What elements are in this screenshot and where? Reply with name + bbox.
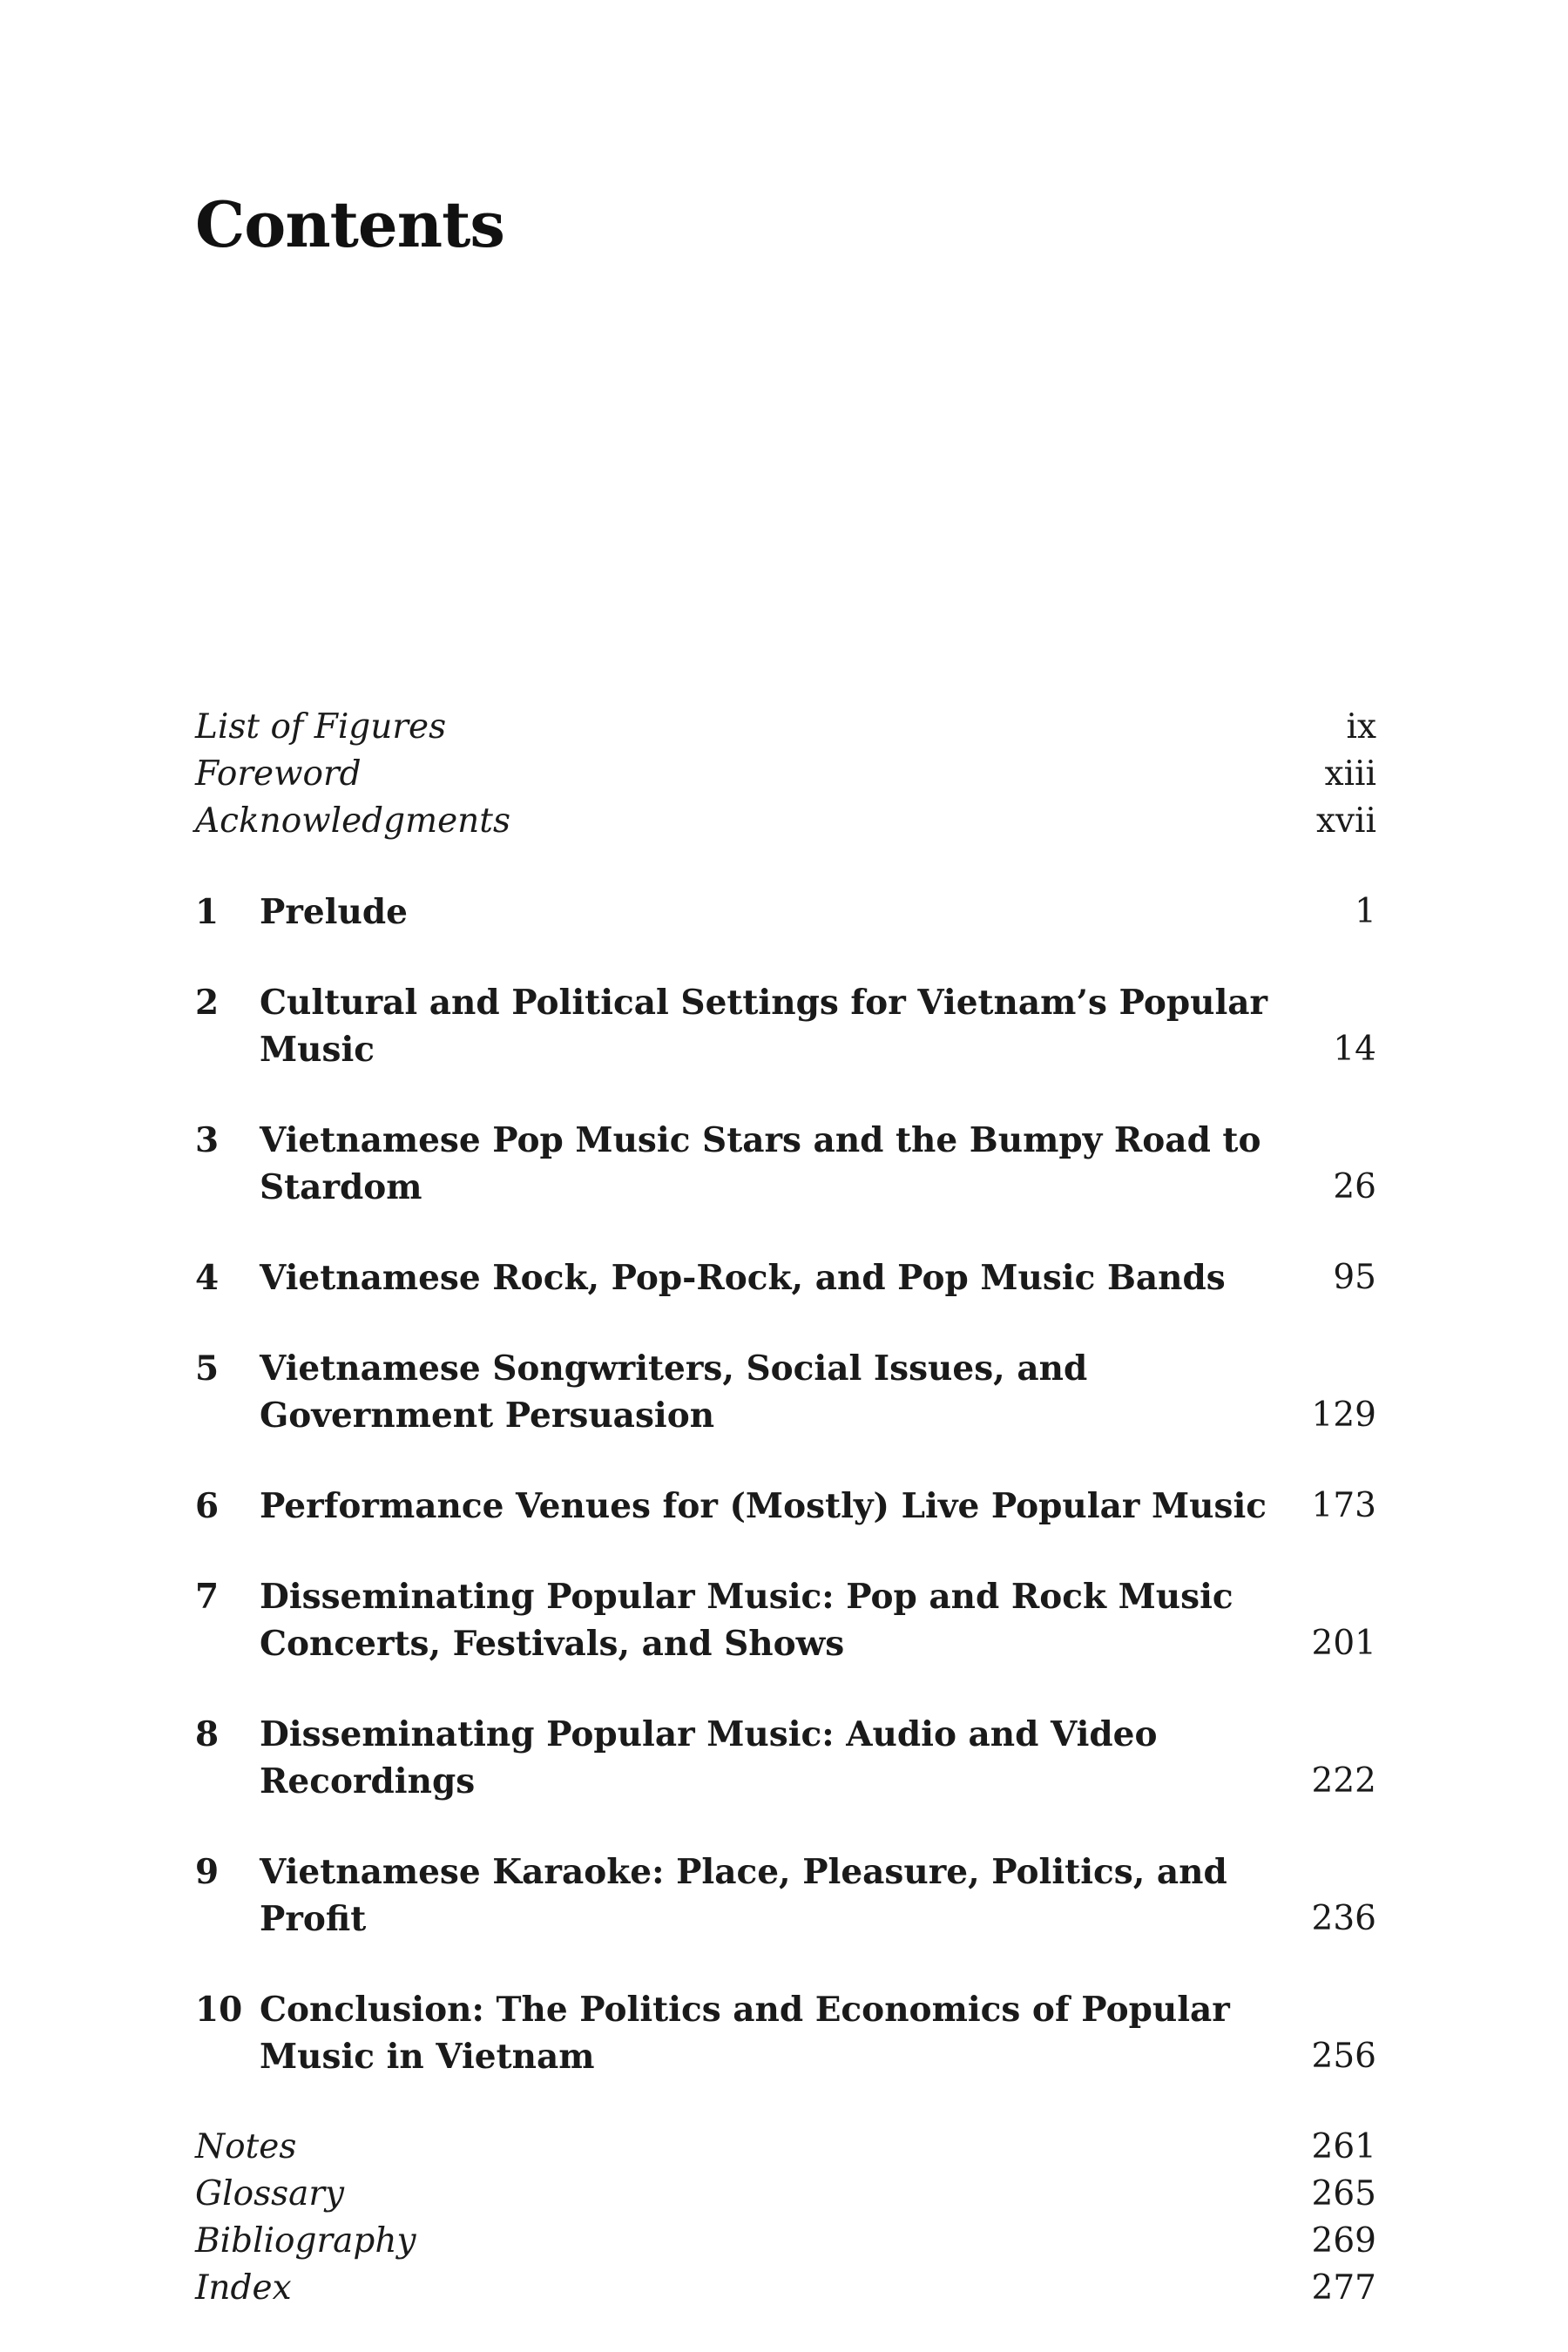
chapter-number: 6	[195, 1486, 220, 1526]
back-matter	[195, 2124, 1376, 2312]
chapter-number: 1	[195, 892, 220, 932]
toc-entry-page: 269	[1311, 2221, 1376, 2261]
chapter-number: 3	[195, 1120, 220, 1160]
chapter-title: Disseminating Popular Music: Pop and Rock Music Concerts, Festivals, and Shows	[260, 1577, 1233, 1664]
toc-chapter-3[interactable]	[195, 1117, 1376, 1211]
chapter-number: 8	[195, 1714, 220, 1754]
toc-entry-notes[interactable]	[195, 2124, 1376, 2171]
toc-entry-label: Bibliography	[195, 2221, 416, 2261]
chapter-page: 201	[1311, 1624, 1376, 1663]
chapter-title: Vietnamese Pop Music Stars and the Bumpy Road to Stardom	[260, 1120, 1261, 1207]
toc-entry-page: 265	[1311, 2174, 1376, 2213]
toc-chapter-5[interactable]	[195, 1345, 1376, 1439]
chapter-page: 256	[1311, 2037, 1376, 2076]
toc-entry-acknowledgments[interactable]	[195, 798, 1376, 845]
toc-entry-foreword[interactable]	[195, 751, 1376, 798]
chapter-title: Prelude	[260, 892, 408, 932]
toc-entry-label: Glossary	[195, 2174, 345, 2213]
toc-entry-page: 261	[1311, 2127, 1376, 2166]
chapter-number: 7	[195, 1577, 220, 1617]
chapter-title: Cultural and Political Settings for Vietnam’s Popular Music	[260, 983, 1268, 1070]
toc-entry-bibliography[interactable]	[195, 2218, 1376, 2265]
chapter-title: Conclusion: The Politics and Economics of Popular Music in Vietnam	[260, 1990, 1230, 2077]
table-of-contents	[195, 704, 1376, 2312]
chapter-page: 129	[1311, 1396, 1376, 1435]
toc-entry-label: Foreword	[195, 754, 362, 794]
front-matter	[195, 704, 1376, 845]
toc-chapter-7[interactable]	[195, 1573, 1376, 1667]
chapter-title: Vietnamese Songwriters, Social Issues, and Government Persuasion	[260, 1348, 1088, 1436]
toc-entry-page: 277	[1311, 2268, 1376, 2308]
toc-chapter-10[interactable]	[195, 1986, 1376, 2080]
chapter-page: 95	[1333, 1258, 1376, 1297]
chapter-page: 173	[1311, 1486, 1376, 1525]
toc-entry-label: Acknowledgments	[195, 801, 510, 841]
toc-chapter-2[interactable]	[195, 979, 1376, 1073]
chapter-number: 4	[195, 1258, 220, 1298]
toc-chapter-8[interactable]	[195, 1711, 1376, 1805]
chapter-page: 236	[1311, 1899, 1376, 1938]
toc-entry-label: Notes	[195, 2127, 297, 2166]
chapter-title: Vietnamese Karaoke: Place, Pleasure, Politics, and Profit	[260, 1852, 1227, 1939]
chapter-page: 26	[1333, 1167, 1376, 1206]
chapter-number: 2	[195, 983, 220, 1023]
toc-entry-page: xvii	[1316, 801, 1376, 841]
toc-entry-list-of-figures[interactable]	[195, 704, 1376, 751]
toc-entry-glossary[interactable]	[195, 2171, 1376, 2218]
toc-chapter-9[interactable]	[195, 1848, 1376, 1943]
chapter-title: Performance Venues for (Mostly) Live Popular Music	[260, 1486, 1267, 1526]
toc-entry-label: List of Figures	[195, 707, 447, 747]
toc-chapter-1[interactable]	[195, 889, 1376, 936]
chapter-number: 9	[195, 1852, 220, 1892]
chapter-title: Disseminating Popular Music: Audio and Video Recordings	[260, 1714, 1158, 1801]
toc-entry-index[interactable]	[195, 2265, 1376, 2312]
toc-entry-page: xiii	[1324, 754, 1376, 794]
chapter-number: 10	[195, 1990, 243, 2030]
page-title: Contents	[195, 187, 504, 261]
toc-chapter-4[interactable]	[195, 1254, 1376, 1301]
toc-entry-page: ix	[1346, 707, 1376, 747]
chapter-page: 222	[1311, 1761, 1376, 1801]
chapter-page: 14	[1333, 1030, 1376, 1069]
toc-entry-label: Index	[195, 2268, 292, 2308]
chapter-title: Vietnamese Rock, Pop-Rock, and Pop Music Bands	[260, 1258, 1226, 1298]
chapter-number: 5	[195, 1348, 220, 1389]
chapter-page: 1	[1355, 892, 1376, 931]
toc-chapter-6[interactable]	[195, 1483, 1376, 1530]
